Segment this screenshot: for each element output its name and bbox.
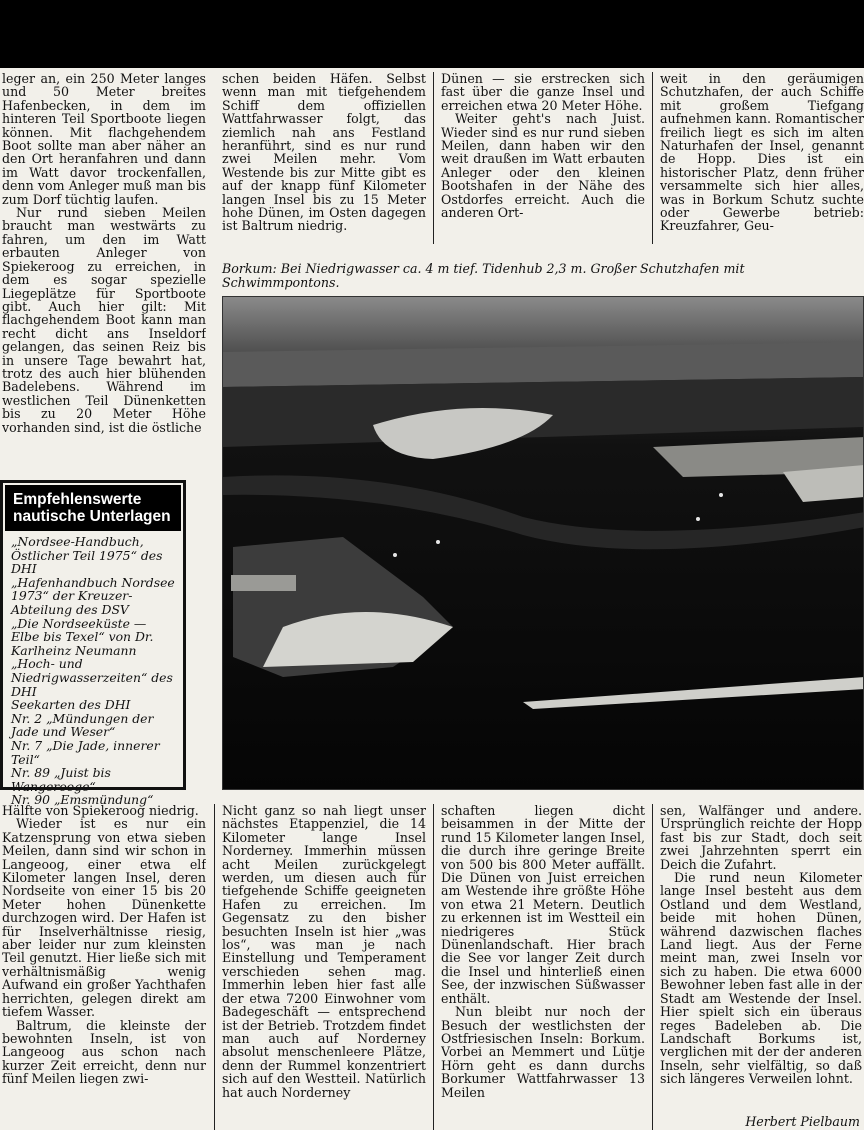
list-item: Nr. 90 „Emsmündung“: [11, 792, 154, 808]
article-bottom-column-3: [441, 804, 645, 1130]
article-bottom-column-4: [660, 804, 862, 1114]
article-top-column-4: [660, 72, 864, 250]
header-black-band: [0, 0, 864, 68]
column-rule: [433, 804, 434, 1130]
paragraph: Nur rund sieben Meilen braucht man westwärts zu fahren, um den im Watt erbauten Anleger von Spiekeroog zu erreichen, in dem es sogar spezielle Liegeplätze für Sportboote gibt. Auch hier gilt: Mit flachgehendem Boot kann man recht dicht ans Inseldorf gelangen, das seinen Reiz bis in unsere Tage bewahrt hat, trotz des auch hier blühenden Badelebens. Während im westlichen Teil Dünenketten bis zu 20 Meter Höhe vorhanden sind, ist die östliche: [2, 205, 206, 435]
paragraph: schen beiden Häfen. Selbst wenn man mit tiefgehendem Schiff dem offiziellen Wattfahrwasser folgt, das ziemlich nah ans Festland heranführt, sind es nur rund zwei Meilen mehr. Vom Westende bis zur Mitte gibt es auf der knapp fünf Kilometer langen Insel bis zu 15 Meter hohe Dünen, im Osten dagegen ist Baltrum niedrig.: [222, 72, 426, 234]
column-rule: [214, 804, 215, 1130]
list-item: Nr. 2 „Mündungen der Jade und Weser“: [11, 710, 154, 740]
list-item: Nr. 89 „Juist bis Wangerooge“: [11, 765, 111, 794]
paragraph: Weiter geht's nach Juist. Wieder sind es nur rund sieben Meilen, dann haben wir den weit draußen im Watt erbauten Anleger oder den kleinen Bootshafen in der Nähe des Ostdorfes erreicht. Auch die anderen Ort-: [441, 111, 645, 221]
paragraph: sen, Walfänger und andere. Ursprünglich reichte der Hopp fast bis zur Stadt, doch seit zwei Jahrzehnten sperrt ein Deich die Zufahrt.: [660, 804, 862, 872]
paragraph: weit in den geräumigen Schutzhafen, der auch Schiffe mit großem Tiefgang aufnehmen kann. Romantischer freilich liegt es sich im alten Naturhafen der Insel, genannt de Hopp. Dies ist ein historischer Platz, denn früher versammelte sich hier alles, was in Borkum Schutz suchte oder Gewerbe betrieb: Kreuzfahrer, Geu-: [660, 72, 864, 234]
paragraph: Hälfte von Spiekeroog niedrig.: [2, 804, 199, 818]
aerial-harbor-photo: [222, 296, 864, 790]
sidebar-list: [3, 533, 183, 807]
sidebar-title: Empfehlenswerte nautische Unterlagen: [5, 485, 181, 531]
column-rule: [433, 72, 434, 244]
photo-caption: Borkum: Bei Niedrigwasser ca. 4 m tief. Tidenhub 2,3 m. Großer Schutzhafen mit Schwimmpontons.: [222, 261, 745, 290]
article-top-column-2: [222, 72, 426, 250]
author-byline: Herbert Pielbaum: [745, 1114, 860, 1129]
paragraph: Die rund neun Kilometer lange Insel besteht aus dem Ostland und dem Westland, beide mit hohen Dünen, während dazwischen flaches Land liegt. Aus der Ferne meint man, zwei Inseln vor sich zu haben. Die etwa 6000 Bewohner leben fast alle in der Stadt am Westende der Insel. Hier spielt sich ein überaus reges Badeleben ab. Die Landschaft Borkums ist, verglichen mit der der anderen Inseln, sehr vielfältig, so daß sich längeres Verweilen lohnt.: [660, 870, 862, 1087]
paragraph: leger an, ein 250 Meter langes und 50 Meter breites Hafenbecken, in dem im hinteren Teil Sportboote liegen können. Mit flachgehendem Boot sollte man aber näher an den Ort heranfahren und dann im Watt davor trockenfallen, denn vom Anleger muß man bis zum Dorf tüchtig laufen.: [2, 72, 206, 207]
nautical-documents-box: [0, 480, 186, 808]
list-item: Seekarten des DHI: [11, 697, 131, 713]
paragraph: Dünen — sie erstrecken sich fast über die ganze Insel und erreichen etwa 20 Meter Höhe.: [441, 72, 645, 113]
list-item: Nr. 7 „Die Jade, innerer Teil“: [11, 737, 160, 767]
list-item: „Nordsee-Handbuch, Östlicher Teil 1975“ des DHI: [11, 534, 163, 577]
list-item: „Die Nordseeküste — Elbe bis Texel“ von Dr. Karlheinz Neumann: [11, 615, 154, 658]
paragraph: Nicht ganz so nah liegt unser nächstes Etappenziel, die 14 Kilometer lange Insel Norderney. Immerhin müssen acht Meilen zurückgelegt werden, um diesen auch für tiefgehende Schiffe geeigneten Hafen zu erreichen. Im Gegensatz zu den bisher besuchten Inseln ist hier „was los“, was man je nach Einstellung und Temperament verschieden sehen mag. Immerhin leben hier fast alle der etwa 7200 Einwohner vom Badegeschäft — entsprechend ist der Betrieb. Trotzdem findet man auch auf Norderney absolut menschenleere Plätze, denn der Rummel konzentriert sich auf den Westteil. Natürlich hat auch Norderney: [222, 804, 426, 1100]
column-rule: [652, 72, 653, 244]
list-item: „Hoch- und Niedrigwasserzeiten“ des DHI: [11, 656, 173, 699]
column-rule: [652, 804, 653, 1130]
article-top-column-1: [2, 72, 206, 472]
paragraph: Nun bleibt nur noch der Besuch der westlichsten der Ostfriesischen Inseln: Borkum. Vorbei an Memmert und Lütje Hörn geht es dann durchs Borkumer Wattfahrwasser 13 Meilen: [441, 1004, 645, 1100]
paragraph: Baltrum, die kleinste der bewohnten Inseln, ist von Langeoog aus schon nach kurzer Zeit erreicht, denn nur fünf Meilen liegen zwi-: [2, 1017, 206, 1087]
article-bottom-column-2: [222, 804, 426, 1130]
photo-illustration: [223, 297, 864, 790]
paragraph: Wieder ist es nur ein Katzensprung von etwa sieben Meilen, dann sind wir schon in Langeoog, einer etwa elf Kilometer langen Insel, deren Nordseite von einer 15 bis 20 Meter hohen Dünenkette durchzogen wird. Der Hafen ist für Inselverhältnisse riesig, aber leider nur zum kleinsten Teil genutzt. Hier ließe sich mit verhältnismäßig wenig Aufwand ein großer Yachthafen herrichten, gelegen direkt am tiefem Wasser.: [2, 816, 206, 1020]
article-top-column-3: [441, 72, 645, 250]
article-bottom-column-1: [2, 804, 206, 1130]
paragraph: schaften liegen dicht beisammen in der Mitte der rund 15 Kilometer langen Insel, die durch ihre geringe Breite von 500 bis 800 Meter auffällt. Die Dünen von Juist erreichen am Westende ihre größte Höhe von etwa 21 Metern. Deutlich zu erkennen ist im Westteil ein niedrigeres Stück Dünenlandschaft. Hier brach die See vor langer Zeit durch die Insel und hinterließ einen See, der inzwischen Süßwasser enthält.: [441, 804, 645, 1006]
list-item: „Hafenhandbuch Nordsee 1973“ der Kreuzer-Abteilung des DSV: [11, 574, 175, 617]
